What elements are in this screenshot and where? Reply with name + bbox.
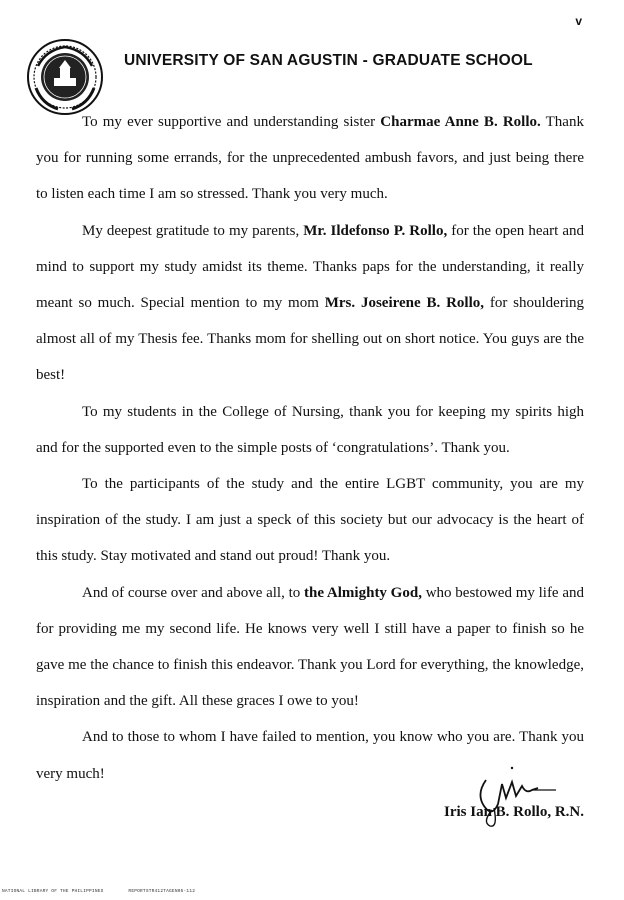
library-footer <box>2 889 217 894</box>
paragraph-parents: My deepest gratitude to my parents, Mr. Ildefonso P. Rollo, for the open heart and mind to support my study amidst its theme. Thanks paps for the understanding, it really meant so much. Special mention to my mom Mrs. Joseirene B. Rollo, for shouldering almost all of my Thesis fee. Thanks mom for shelling out on short notice. You guys are the best! <box>36 222 585 384</box>
document-code: REPORTSTR412TAGEN05-112 <box>128 889 196 894</box>
page-number: v <box>575 14 582 28</box>
university-header: UNIVERSITY OF SAN AGUSTIN - GRADUATE SCHOOL <box>124 52 533 69</box>
paragraph-god: And of course over and above all, to the Almighty God, who bestowed my life and for providing me my second life. He knows very well I still have a paper to finish so he gave me the chance to finish this endeavor. Thank you Lord for everything, the knowledge, inspiration and the gift. All these graces I owe to you! <box>36 584 585 710</box>
paragraph-participants: To the participants of the study and the entire LGBT community, you are my inspiration of the study. I am just a speck of this society but our advocacy is the heart of this study. Stay motivated and stand out proud! Thank you. <box>36 476 584 565</box>
paragraph-sister: To my ever supportive and understanding sister Charmae Anne B. Rollo. Thank you for running some errands, for the unprecedented ambush favors, and just being there to listen each time I am so stressed. Thank you very much. <box>36 114 584 203</box>
library-name: NATIONAL LIBRARY OF THE PHILIPPINES <box>2 889 104 894</box>
paragraph-closing: And to those to whom I have failed to mention, you know who you are. Thank you very much! <box>36 729 584 782</box>
acknowledgment-body <box>36 104 584 792</box>
signer-name: Iris Ian B. Rollo, R.N. <box>444 804 585 820</box>
paragraph-students: To my students in the College of Nursing, thank you for keeping my spirits high and for the supported even to the simple posts of ‘congratulations’. Thank you. <box>36 403 584 456</box>
